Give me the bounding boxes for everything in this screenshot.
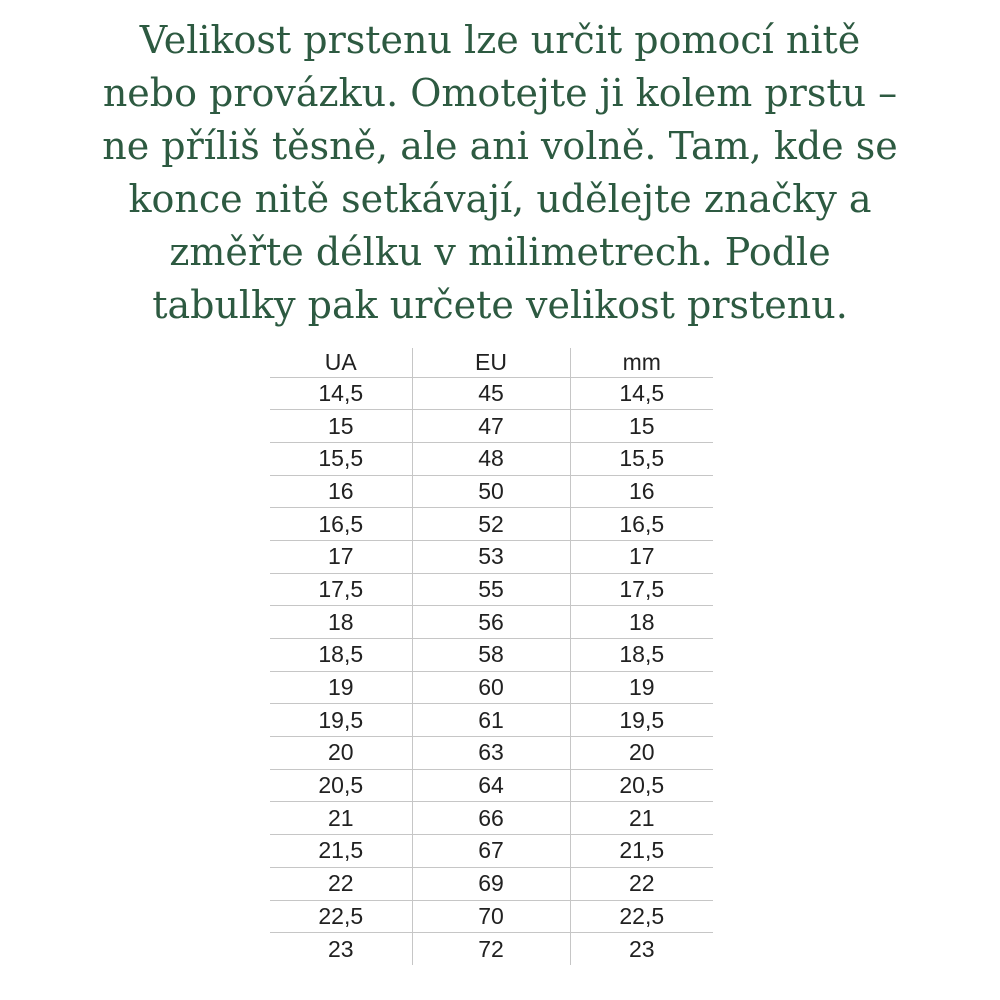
table-cell-eu: 47 bbox=[412, 410, 570, 443]
column-header: EU bbox=[412, 348, 570, 377]
table-cell-ua: 16 bbox=[327, 477, 354, 504]
table-row bbox=[270, 802, 713, 835]
table-row bbox=[270, 737, 713, 770]
instruction-line: nebo provázku. Omotejte ji kolem prstu – bbox=[102, 71, 898, 115]
table-cell-mm: 17 bbox=[570, 540, 713, 573]
table-cell-mm: 22,5 bbox=[570, 900, 713, 933]
table-cell-ua: 15 bbox=[327, 412, 354, 439]
table-cell-ua: 23 bbox=[327, 935, 354, 962]
table-row bbox=[270, 508, 713, 541]
table-cell-mm: 19 bbox=[570, 671, 713, 704]
column-header: UA bbox=[324, 348, 357, 375]
table-cell-mm: 15,5 bbox=[570, 442, 713, 475]
instruction-line: Velikost prstenu lze určit pomocí nitě bbox=[139, 18, 861, 62]
table-cell-ua: 14,5 bbox=[318, 379, 364, 406]
table-row bbox=[270, 835, 713, 868]
table-row bbox=[270, 442, 713, 475]
table-cell-eu: 45 bbox=[412, 377, 570, 410]
table-cell-ua: 16,5 bbox=[318, 510, 364, 537]
column-header: mm bbox=[570, 348, 713, 377]
table-cell-mm: 21,5 bbox=[570, 835, 713, 868]
table-row bbox=[270, 900, 713, 933]
table-cell-ua: 17,5 bbox=[318, 575, 364, 602]
ring-size-table bbox=[270, 348, 713, 965]
table-cell-eu: 70 bbox=[412, 900, 570, 933]
table-cell-mm: 18,5 bbox=[570, 639, 713, 672]
table-cell-mm: 18 bbox=[570, 606, 713, 639]
table-cell-ua: 18 bbox=[327, 608, 354, 635]
table-cell-eu: 50 bbox=[412, 475, 570, 508]
table-cell-mm: 14,5 bbox=[570, 377, 713, 410]
table-cell-mm: 17,5 bbox=[570, 573, 713, 606]
table-cell-ua: 22,5 bbox=[318, 902, 364, 929]
table-cell-eu: 52 bbox=[412, 508, 570, 541]
table-cell-ua: 21 bbox=[327, 804, 354, 831]
table-cell-ua: 21,5 bbox=[318, 837, 364, 864]
instruction-line: ne příliš těsně, ale ani volně. Tam, kde se bbox=[102, 124, 898, 168]
table-cell-mm: 15 bbox=[570, 410, 713, 443]
table-cell-ua: 19 bbox=[327, 674, 354, 701]
table-cell-eu: 53 bbox=[412, 540, 570, 573]
table-cell-eu: 63 bbox=[412, 737, 570, 770]
table-cell-mm: 21 bbox=[570, 802, 713, 835]
table-row bbox=[270, 639, 713, 672]
table-row bbox=[270, 933, 713, 966]
table-cell-ua: 18,5 bbox=[318, 641, 364, 668]
table-cell-eu: 64 bbox=[412, 769, 570, 802]
table-cell-mm: 23 bbox=[570, 933, 713, 966]
table-row bbox=[270, 769, 713, 802]
table-cell-ua: 20 bbox=[327, 739, 354, 766]
table-row bbox=[270, 377, 713, 410]
table-cell-ua: 19,5 bbox=[318, 706, 364, 733]
instruction-line: konce nitě setkávají, udělejte značky a bbox=[128, 177, 872, 221]
table-cell-mm: 16,5 bbox=[570, 508, 713, 541]
table-cell-eu: 56 bbox=[412, 606, 570, 639]
table-row bbox=[270, 540, 713, 573]
table-cell-eu: 48 bbox=[412, 442, 570, 475]
table-row bbox=[270, 606, 713, 639]
table-cell-mm: 19,5 bbox=[570, 704, 713, 737]
table-cell-ua: 15,5 bbox=[318, 445, 364, 472]
table-cell-eu: 58 bbox=[412, 639, 570, 672]
table-cell-ua: 22 bbox=[327, 870, 354, 897]
table-row bbox=[270, 867, 713, 900]
table-row bbox=[270, 704, 713, 737]
table-cell-eu: 66 bbox=[412, 802, 570, 835]
table-cell-ua: 17 bbox=[327, 543, 354, 570]
table-cell-eu: 60 bbox=[412, 671, 570, 704]
table-header-row bbox=[270, 348, 713, 377]
table-cell-mm: 22 bbox=[570, 867, 713, 900]
table-cell-mm: 20,5 bbox=[570, 769, 713, 802]
table-row bbox=[270, 475, 713, 508]
instruction-line: změřte délku v milimetrech. Podle bbox=[169, 230, 831, 274]
table-cell-ua: 20,5 bbox=[318, 772, 364, 799]
table-row bbox=[270, 671, 713, 704]
instruction-line: tabulky pak určete velikost prstenu. bbox=[152, 283, 848, 327]
table-cell-mm: 20 bbox=[570, 737, 713, 770]
table-cell-eu: 69 bbox=[412, 867, 570, 900]
table-cell-eu: 67 bbox=[412, 835, 570, 868]
table-cell-eu: 72 bbox=[412, 933, 570, 966]
table-row bbox=[270, 410, 713, 443]
table-cell-eu: 61 bbox=[412, 704, 570, 737]
table-cell-mm: 16 bbox=[570, 475, 713, 508]
table-cell-eu: 55 bbox=[412, 573, 570, 606]
table-row bbox=[270, 573, 713, 606]
instructions-paragraph bbox=[0, 14, 1000, 332]
